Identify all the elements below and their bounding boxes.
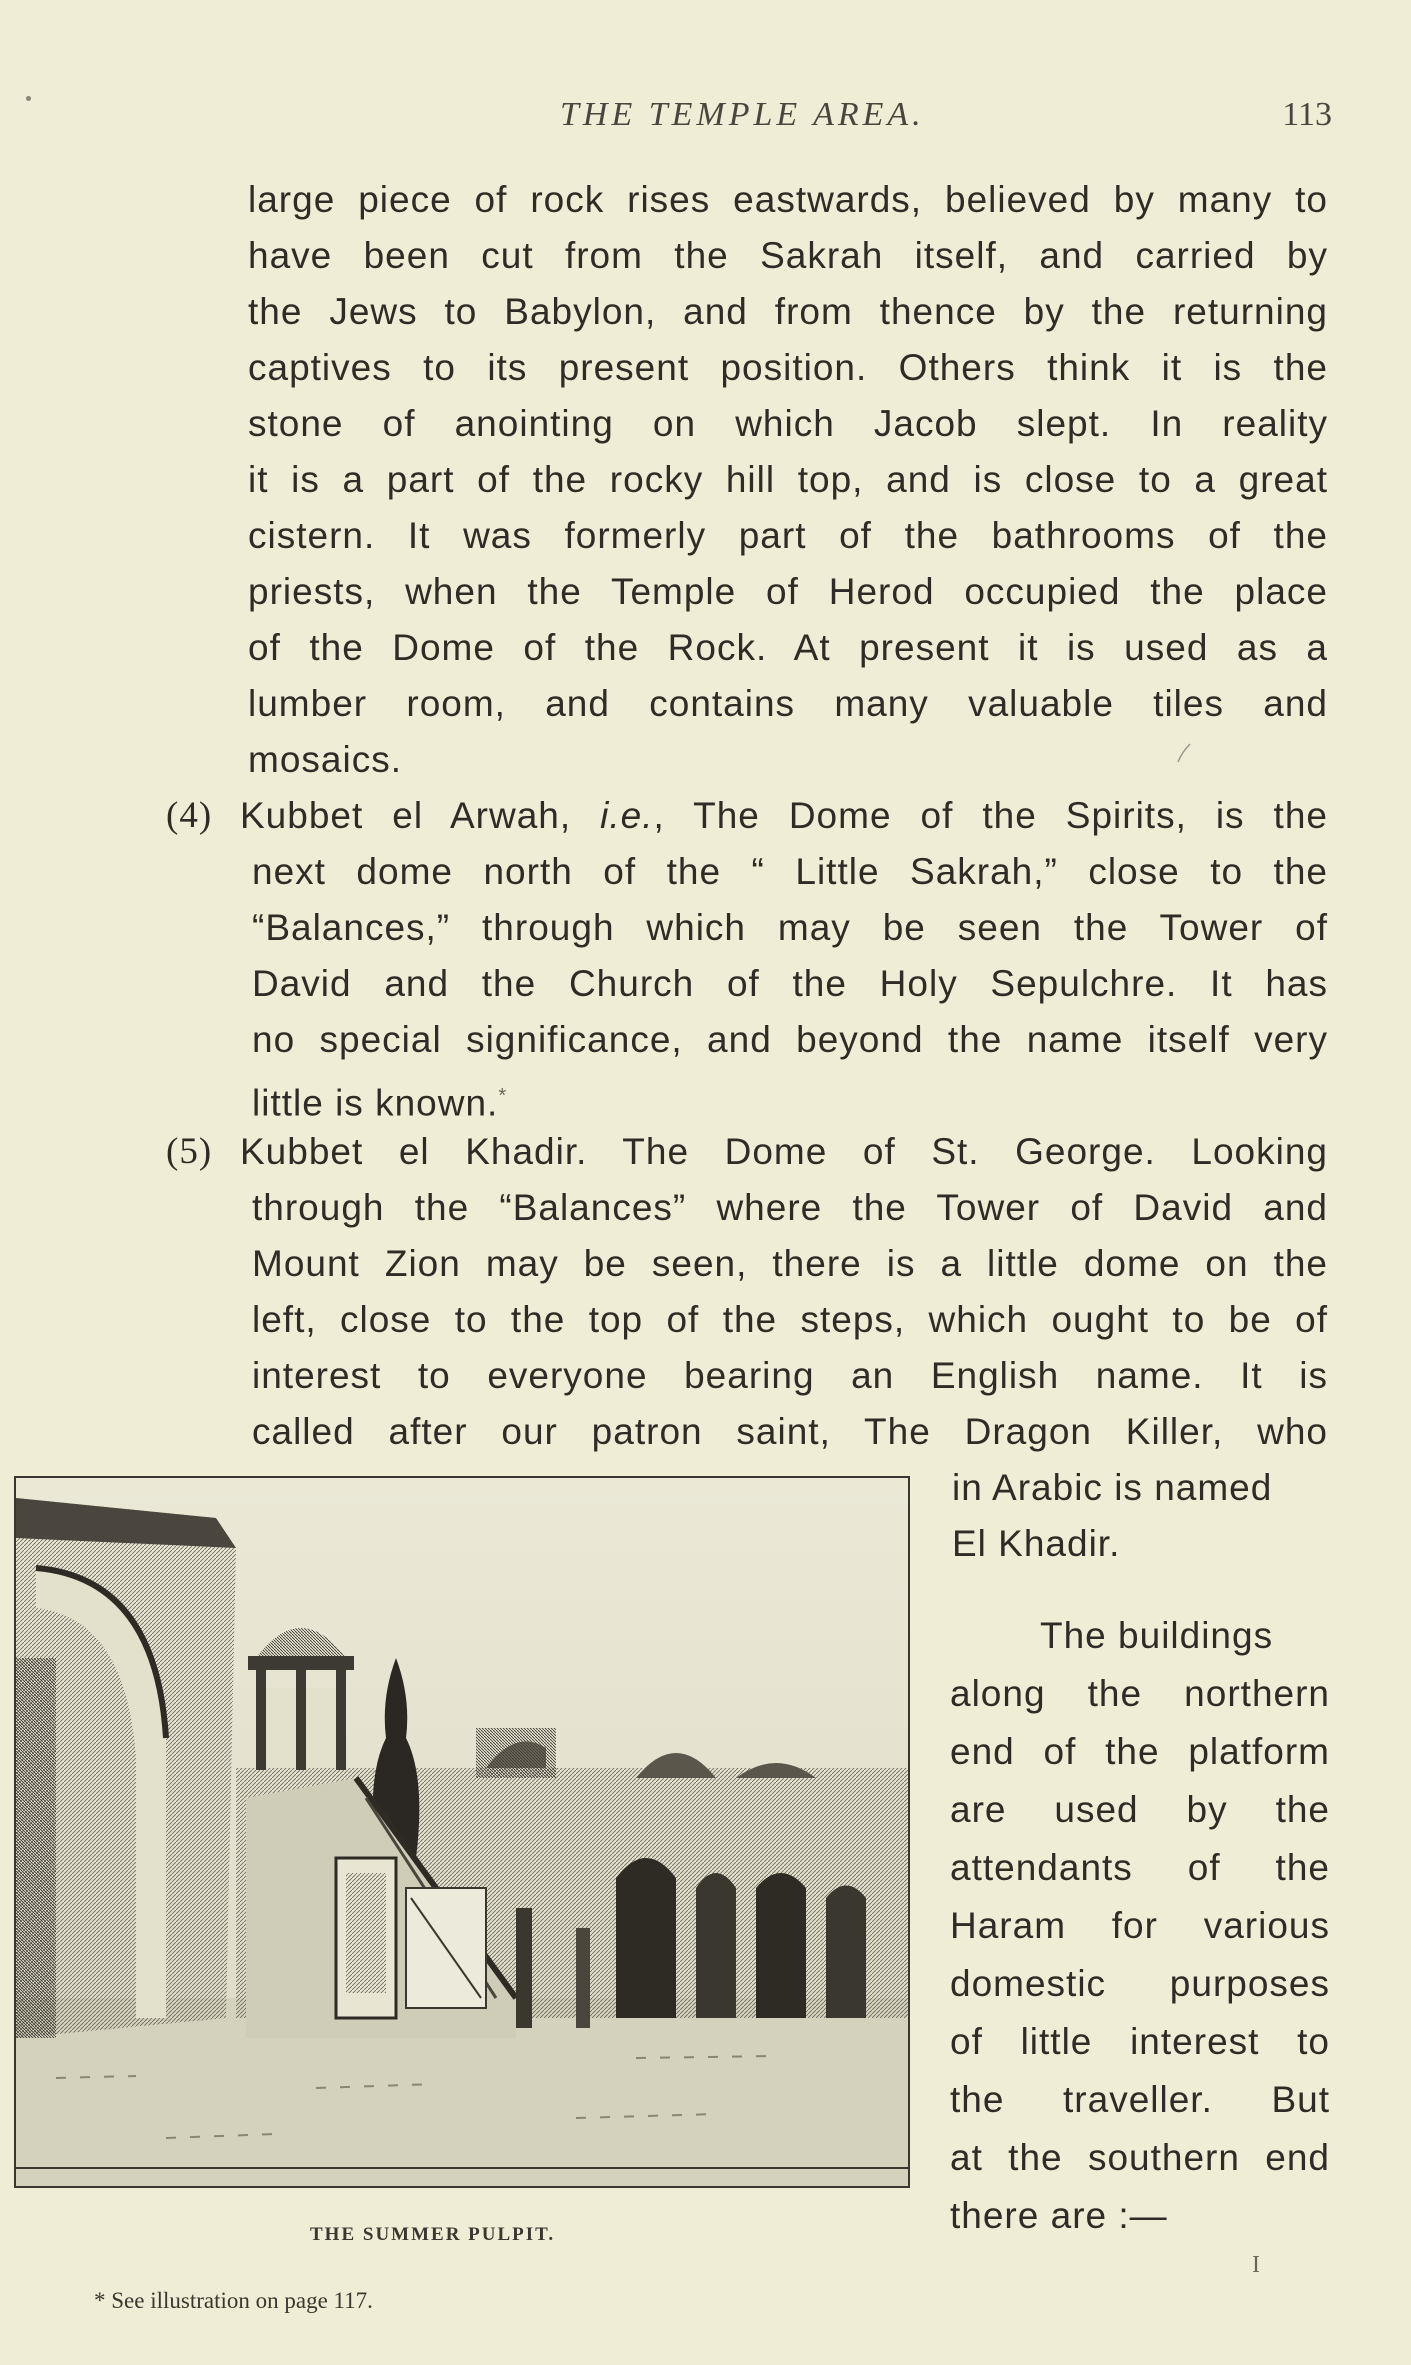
text-line: called after our patron saint, The Dragon Killer, who <box>252 1411 1328 1452</box>
text-span: , The Dome of the Spirits, is the <box>653 795 1328 836</box>
text-line: Kubbet el Khadir. The Dome of St. George. Looking <box>240 1131 1328 1172</box>
text-line: cistern. It was formerly part of the bathrooms of the <box>248 515 1328 556</box>
abbreviation: i.e. <box>600 795 654 836</box>
item-number: (5) <box>166 1131 213 1172</box>
pencil-mark <box>1176 742 1192 764</box>
text-line: in Arabic is named <box>952 1467 1273 1508</box>
text-line: through the “Balances” where the Tower of David and <box>252 1187 1328 1228</box>
summer-pulpit-illustration <box>16 1478 908 2186</box>
footnote-marker: * <box>498 1085 508 1107</box>
text-line: stone of anointing on which Jacob slept. In reality <box>248 403 1328 444</box>
text-line: of little interest to <box>950 2021 1330 2062</box>
signature-mark: I <box>1252 2252 1260 2278</box>
text-line: the traveller. But <box>950 2079 1330 2120</box>
item-title: Kubbet el Arwah, <box>240 795 601 836</box>
text-line: The buildings <box>1040 1615 1274 1656</box>
text-line: no special significance, and beyond the name itself very <box>252 1019 1328 1060</box>
text-span: little is known. <box>252 1082 499 1124</box>
figure-caption: THE SUMMER PULPIT. <box>310 2224 556 2245</box>
text-line: left, close to the top of the steps, which ought to be of <box>252 1299 1328 1340</box>
text-line: Haram for various <box>950 1905 1330 1946</box>
item-number: (4) <box>166 795 213 836</box>
footnote: * See illustration on page 117. <box>94 2288 373 2313</box>
text-line: El Khadir. <box>952 1523 1121 1564</box>
summer-pulpit-figure <box>14 1476 910 2188</box>
text-line: interest to everyone bearing an English name. It is <box>252 1355 1328 1396</box>
text-line <box>252 1072 508 1124</box>
running-title: THE TEMPLE AREA. <box>560 96 925 133</box>
text-line: attendants of the <box>950 1847 1330 1888</box>
text-line: end of the platform <box>950 1731 1330 1772</box>
text-line: are used by the <box>950 1789 1330 1830</box>
text-line: large piece of rock rises eastwards, believed by many to <box>248 179 1328 220</box>
text-line: have been cut from the Sakrah itself, and carried by <box>248 235 1328 276</box>
text-line: mosaics. <box>248 739 402 780</box>
text-line: next dome north of the “ Little Sakrah,” close to the <box>252 851 1328 892</box>
text-line: of the Dome of the Rock. At present it is used as a <box>248 627 1328 668</box>
text-line: priests, when the Temple of Herod occupied the place <box>248 571 1328 612</box>
page-number: 113 <box>1282 96 1332 133</box>
text-line <box>240 792 1328 840</box>
text-line: at the southern end <box>950 2137 1330 2178</box>
text-line: there are :— <box>950 2195 1168 2236</box>
text-line: Mount Zion may be seen, there is a little dome on the <box>252 1243 1328 1284</box>
text-line: captives to its present position. Others think it is the <box>248 347 1328 388</box>
page-header <box>0 96 1411 142</box>
text-line: David and the Church of the Holy Sepulchre. It has <box>252 963 1328 1004</box>
text-line: domestic purposes <box>950 1963 1330 2004</box>
text-line: along the northern <box>950 1673 1330 1714</box>
text-line: lumber room, and contains many valuable tiles and <box>248 683 1328 724</box>
text-line: “Balances,” through which may be seen the Tower of <box>252 907 1328 948</box>
text-line: it is a part of the rocky hill top, and is close to a great <box>248 459 1328 500</box>
text-line: the Jews to Babylon, and from thence by the returning <box>248 291 1328 332</box>
